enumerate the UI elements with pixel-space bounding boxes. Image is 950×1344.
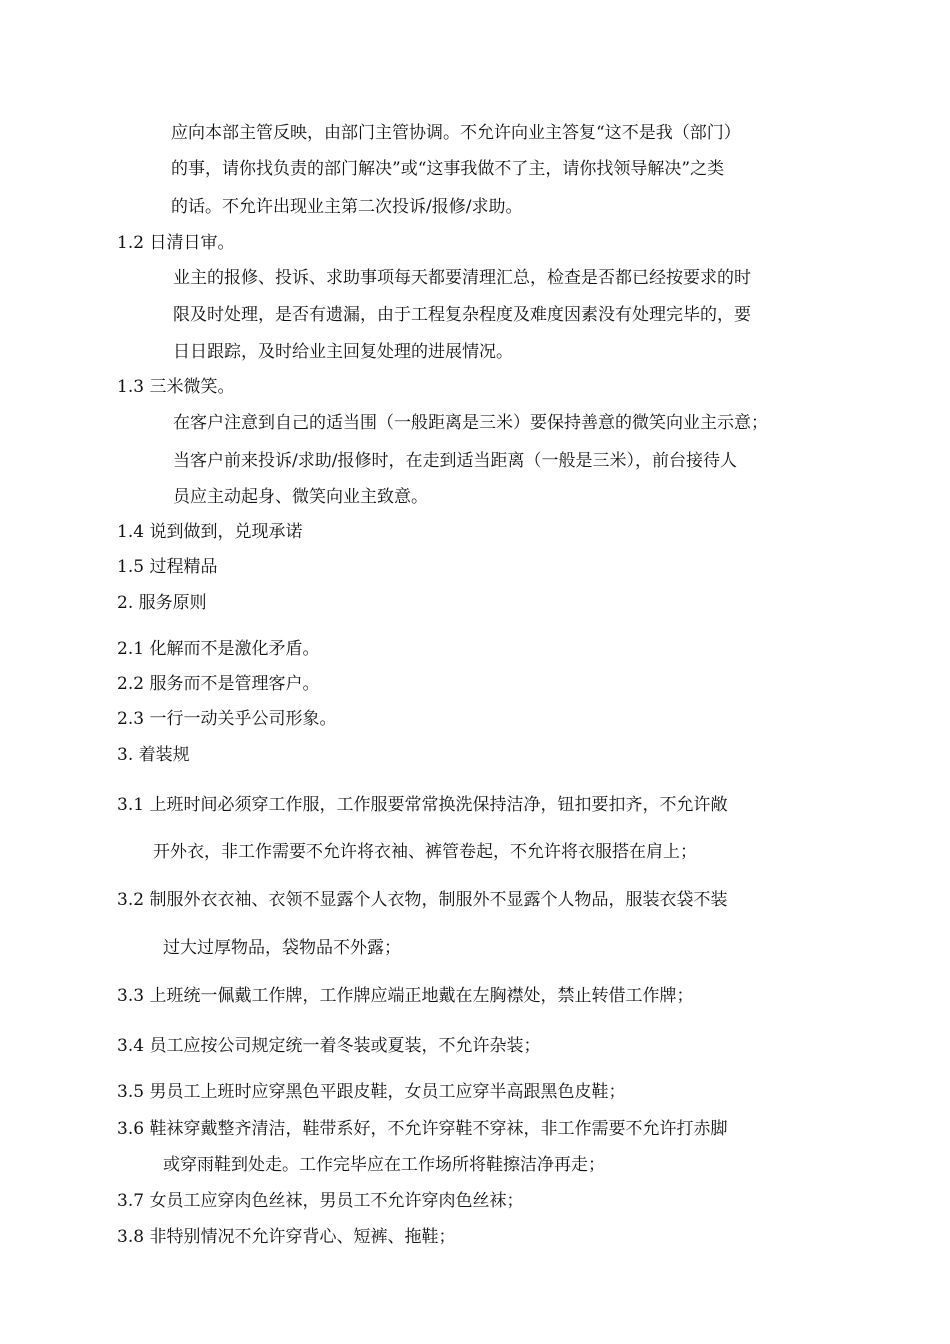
list-item: 3.1 上班时间必须穿工作服，工作服要常常换洗保持洁净，钮扣要扣齐，不允许敞	[117, 795, 728, 815]
section-heading: 1.5 过程精品	[117, 557, 218, 577]
paragraph-line: 业主的报修、投诉、求助事项每天都要清理汇总，检查是否都已经按要求的时	[173, 268, 751, 288]
list-item: 2.1 化解而不是激化矛盾。	[117, 639, 320, 659]
list-item-continuation: 过大过厚物品，袋物品不外露；	[163, 938, 401, 958]
list-item-continuation: 开外衣，非工作需要不允许将衣袖、裤管卷起，不允许将衣服搭在肩上；	[153, 842, 697, 862]
section-heading: 2. 服务原则	[117, 593, 207, 613]
list-item: 2.3 一行一动关乎公司形象。	[117, 709, 337, 729]
list-item: 2.2 服务而不是管理客户。	[117, 674, 320, 694]
paragraph-line: 限及时处理，是否有遗漏，由于工程复杂程度及难度因素没有处理完毕的，要	[173, 305, 751, 325]
list-item-continuation: 或穿雨鞋到处走。工作完毕应在工作场所将鞋擦洁净再走；	[163, 1155, 605, 1175]
list-item: 3.7 女员工应穿肉色丝袜，男员工不允许穿肉色丝袜；	[117, 1191, 524, 1211]
section-heading: 1.2 日清日审。	[117, 233, 235, 253]
paragraph-line: 的话。不允许出现业主第二次投诉/报修/求助。	[171, 197, 523, 217]
list-item: 3.8 非特别情况不允许穿背心、短裤、拖鞋；	[117, 1227, 456, 1247]
paragraph-line: 日日跟踪，及时给业主回复处理的进展情况。	[173, 342, 513, 362]
list-item: 3.4 员工应按公司规定统一着冬装或夏装，不允许杂装；	[117, 1036, 541, 1056]
list-item: 3.6 鞋袜穿戴整齐清洁，鞋带系好，不允许穿鞋不穿袜，非工作需要不允许打赤脚	[117, 1119, 728, 1139]
paragraph-line: 应向本部主管反映，由部门主管协调。不允许向业主答复“这不是我（部门）	[171, 123, 741, 143]
section-heading: 1.3 三米微笑。	[117, 377, 235, 397]
section-heading: 1.4 说到做到，兑现承诺	[117, 522, 303, 542]
list-item: 3.5 男员工上班时应穿黑色平跟皮鞋，女员工应穿半高跟黑色皮鞋；	[117, 1082, 626, 1102]
paragraph-line: 在客户注意到自己的适当围（一般距离是三米）要保持善意的微笑向业主示意；	[173, 413, 768, 433]
paragraph-line: 当客户前来投诉/求助/报修时，在走到适当距离（一般是三米），前台接待人	[173, 451, 737, 471]
section-heading: 3. 着装规	[117, 745, 190, 765]
paragraph-line: 员应主动起身、微笑向业主致意。	[173, 487, 428, 507]
list-item: 3.3 上班统一佩戴工作牌，工作牌应端正地戴在左胸襟处，禁止转借工作牌；	[117, 986, 694, 1006]
paragraph-line: 的事，请你找负责的部门解决”或“这事我做不了主，请你找领导解决”之类	[171, 159, 725, 179]
list-item: 3.2 制服外衣衣袖、衣领不显露个人衣物，制服外不显露个人物品，服装衣袋不装	[117, 890, 728, 910]
